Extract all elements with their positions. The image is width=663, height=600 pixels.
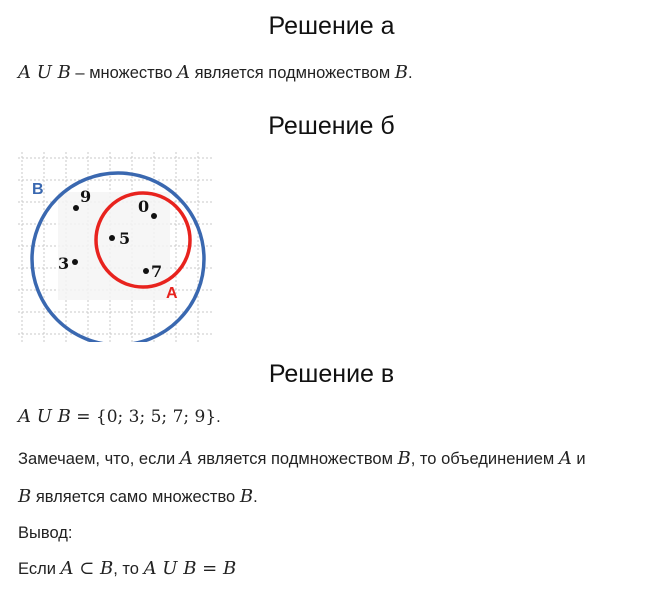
heading-solution-c: Решение в [268,360,395,388]
set-b-label: B [32,181,44,198]
set-a-label: A [166,285,178,302]
union-set: {0; 3; 5; 7; 9} [95,407,217,427]
math-union-expr: A U B [18,62,71,83]
math-var-b: B [397,448,411,469]
point-3: 3 [58,254,70,273]
point-5: 5 [119,229,131,248]
venn-diagram [18,152,214,342]
point-7: 7 [151,262,163,281]
math-union-expr: A U B [18,406,71,427]
text: , то [113,560,144,578]
conclusion-label: Вывод: [18,524,73,542]
heading-solution-a: Решение а [268,12,395,40]
text: является подмножеством [190,64,395,82]
text: является подмножеством [192,450,398,468]
observation-line-2 [18,486,258,507]
text: Замечаем, что, если [18,450,180,468]
conclusion-statement [18,558,236,579]
heading-solution-b: Решение б [268,112,395,140]
math-var-b: B [239,486,254,507]
math-union-result: A U B = B [143,558,237,579]
observation-line-1 [18,448,586,469]
math-var-b: B [18,486,32,507]
period: . [408,64,413,82]
text: , то объединением [410,450,559,468]
point-9: 9 [80,187,92,206]
text: является само множество [31,488,240,506]
math-var-a: A [177,62,191,83]
period: . [253,488,258,506]
math-subset-condition: A ⊂ B [60,558,114,579]
period: . [216,408,221,426]
math-var-a: A [558,448,572,469]
text: и [571,450,586,468]
math-var-a: A [179,448,193,469]
solution-a-text [18,62,413,83]
equals: = [70,407,96,427]
dash: – [70,64,90,82]
text: множество [89,64,178,82]
text: Если [18,560,61,578]
union-result [18,406,221,427]
math-var-b: B [394,62,409,83]
point-0: 0 [138,197,150,216]
